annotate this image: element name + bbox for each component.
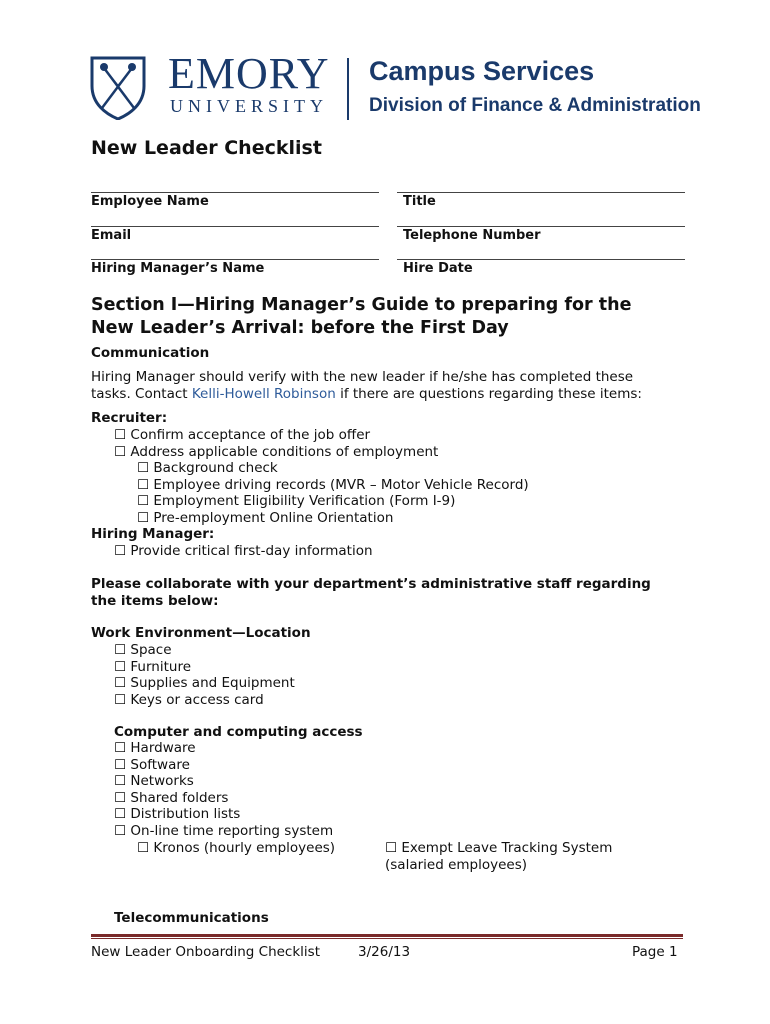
checklist-item[interactable]: ☐ Keys or access card: [114, 691, 264, 708]
email-line[interactable]: [91, 226, 379, 227]
telephone-label: Telephone Number: [403, 228, 541, 243]
telecommunications-heading: Telecommunications: [114, 910, 269, 926]
footer-date: 3/26/13: [358, 944, 411, 960]
hire-date-label: Hire Date: [403, 261, 473, 276]
intro-line2: [91, 386, 711, 403]
computer-access-list: [114, 740, 333, 840]
section-heading-line1: Section I—Hiring Manager’s Guide to preparing for the: [91, 295, 632, 315]
checklist-item[interactable]: ☐ Employment Eligibility Verification (Form I-9): [137, 493, 456, 510]
intro-line1: Hiring Manager should verify with the new leader if he/she has completed these: [91, 369, 634, 385]
checklist-item[interactable]: ☐ Pre-employment Online Orientation: [137, 509, 394, 526]
checklist-item[interactable]: ☐ Background check: [137, 460, 278, 476]
emory-shield-logo: [90, 56, 146, 120]
checklist-item[interactable]: ☐ Provide critical first-day information: [114, 543, 373, 559]
intro-line2-post: if there are questions regarding these items:: [335, 385, 642, 402]
checklist-item[interactable]: ☐ Networks: [114, 773, 194, 790]
footer-doc-name: New Leader Onboarding Checklist: [91, 944, 321, 960]
intro-line2-pre: tasks. Contact: [91, 385, 192, 402]
hiring-manager-heading: Hiring Manager:: [91, 526, 215, 542]
hiring-manager-list: [114, 543, 373, 560]
checklist-item[interactable]: ☐ Furniture: [114, 658, 192, 675]
footer-rule: [91, 934, 683, 937]
employee-name-label: Employee Name: [91, 194, 209, 209]
footer-page: Page 1: [632, 944, 678, 960]
collaborate-note: [91, 576, 711, 610]
hiring-manager-line[interactable]: [91, 259, 379, 260]
kronos-item[interactable]: ☐ Kronos (hourly employees): [137, 840, 336, 856]
dept-title: Campus Services: [369, 56, 595, 86]
communication-heading: Communication: [91, 345, 210, 361]
work-environment-heading: Work Environment—Location: [91, 625, 311, 641]
header-divider: [347, 58, 349, 120]
telephone-line[interactable]: [397, 226, 685, 227]
checklist-item[interactable]: ☐ Software: [114, 756, 190, 773]
title-line[interactable]: [397, 192, 685, 193]
footer-rule-thin: [91, 938, 683, 939]
checklist-item[interactable]: ☐ Supplies and Equipment: [114, 675, 295, 692]
recruiter-list: [114, 427, 438, 460]
checklist-item[interactable]: ☐ Shared folders: [114, 789, 229, 806]
checklist-item[interactable]: ☐ Address applicable conditions of employment: [114, 443, 439, 460]
checklist-item[interactable]: ☐ On-line time reporting system: [114, 822, 334, 839]
intro-paragraph: [91, 369, 711, 402]
recruiter-contact-link[interactable]: Kelli-Howell Robinson: [191, 385, 336, 402]
checklist-item[interactable]: ☐ Employee driving records (MVR – Motor Vehicle Record): [137, 476, 529, 493]
exempt-leave-line2: (salaried employees): [385, 856, 528, 873]
hire-date-line[interactable]: [397, 259, 685, 260]
section-heading-line2: New Leader’s Arrival: before the First Day: [91, 318, 509, 338]
collaborate-line1: Please collaborate with your department’s administrative staff regarding: [91, 576, 651, 592]
recruiter-sublist: [137, 460, 529, 526]
exempt-leave-line1: ☐ Exempt Leave Tracking System: [385, 840, 613, 856]
checklist-item[interactable]: ☐ Distribution lists: [114, 806, 241, 823]
checklist-item[interactable]: ☐ Hardware: [114, 740, 196, 756]
checklist-item[interactable]: ☐ Space: [114, 642, 172, 658]
computer-access-heading: Computer and computing access: [114, 724, 363, 740]
collaborate-line2: the items below:: [91, 593, 219, 609]
doc-title: New Leader Checklist: [91, 137, 322, 159]
email-label: Email: [91, 228, 132, 243]
dept-subtitle: Division of Finance & Administration: [369, 95, 701, 116]
university-name: EMORY: [168, 49, 330, 98]
exempt-leave-item[interactable]: [385, 840, 612, 873]
work-environment-list: [114, 642, 295, 708]
hiring-manager-label: Hiring Manager’s Name: [91, 261, 265, 276]
checklist-item[interactable]: ☐ Confirm acceptance of the job offer: [114, 427, 371, 443]
section-heading: [91, 294, 731, 340]
title-label: Title: [403, 194, 436, 209]
employee-name-line[interactable]: [91, 192, 379, 193]
university-sub: UNIVERSITY: [170, 96, 328, 116]
recruiter-heading: Recruiter:: [91, 410, 168, 426]
